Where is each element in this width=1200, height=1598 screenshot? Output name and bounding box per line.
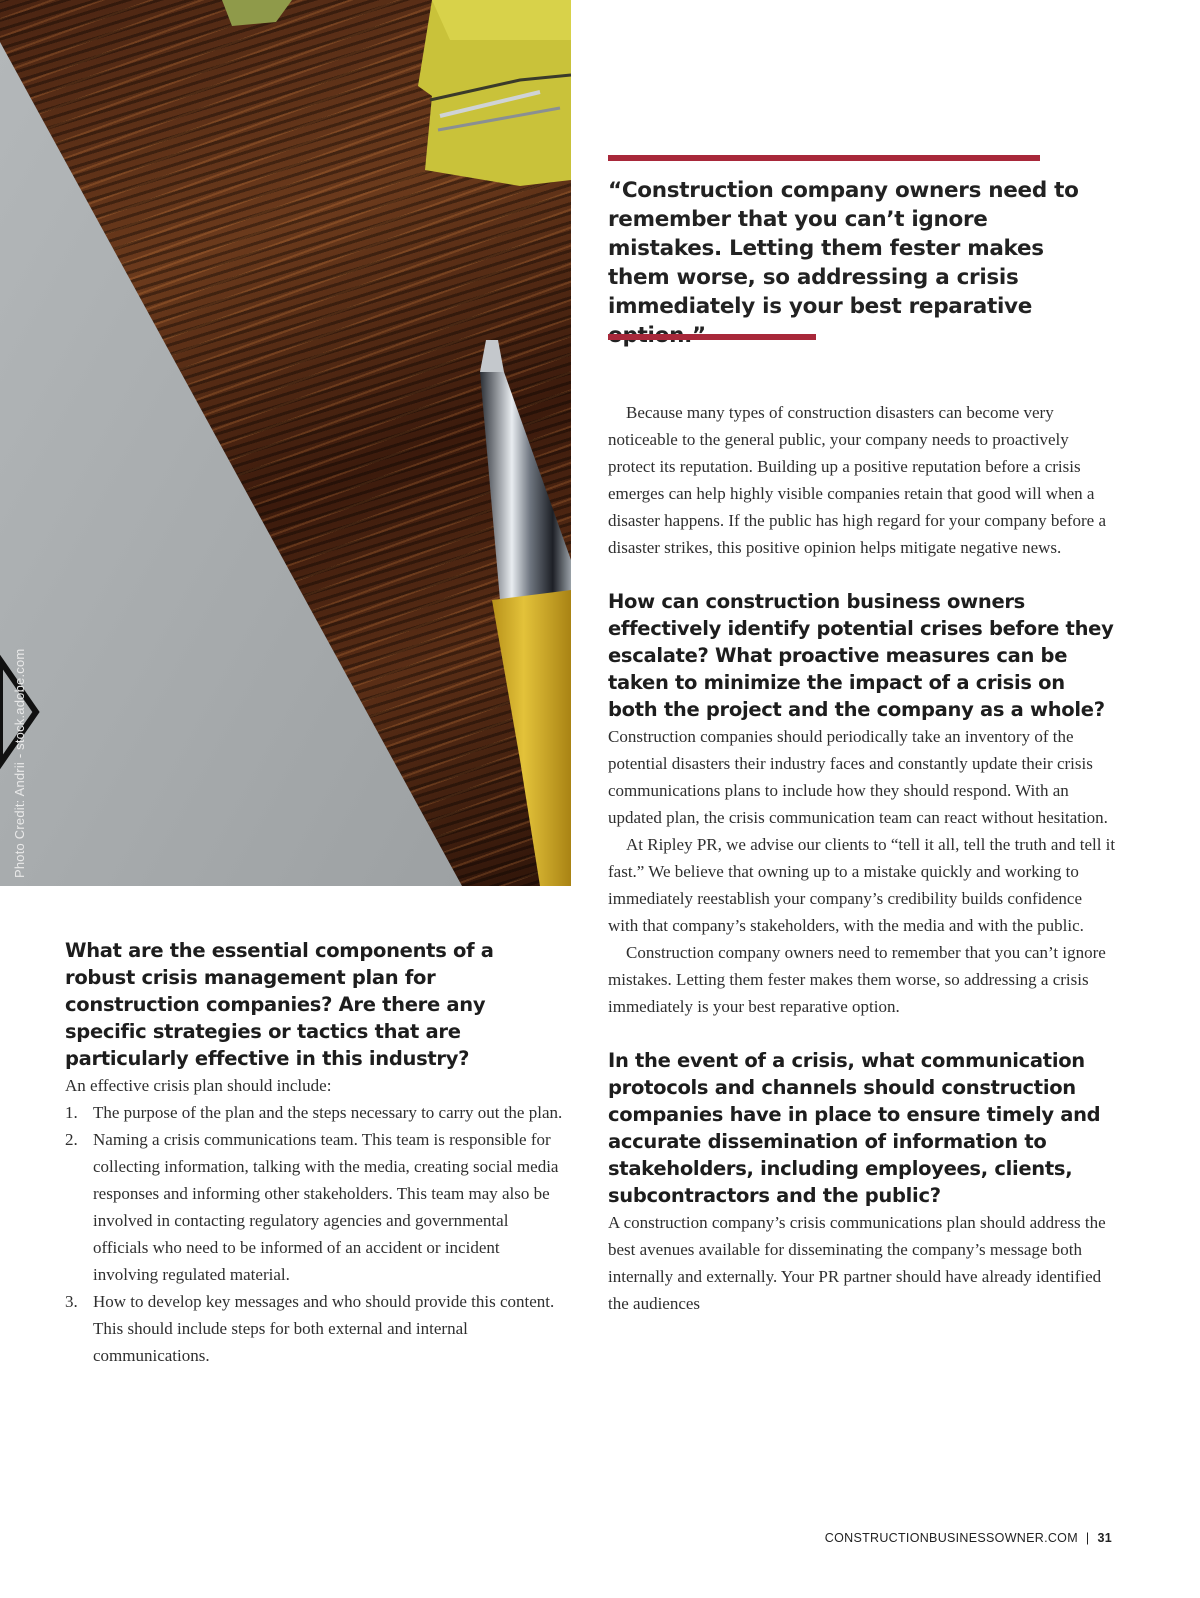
section-heading-plan-components: What are the essential components of a robust crisis management plan for construction companies? Are there any specific strategies or tactics that are particularly effective in this industry? [65,939,494,1070]
pen [480,340,571,886]
list-item: 3. How to develop key messages and who should provide this content. This should include steps for both external and internal communications. [65,1292,555,1365]
sticky-note [222,0,292,26]
pull-quote-top-rule [608,155,1040,161]
list-item: 2. Naming a crisis communications team. This team is responsible for collecting information, talking with the media, creating social media responses and informing other stakeholders. This team may also be involved in contacting regulatory agencies and governmental officials who need to be informed of an accident or incident involving regulated material. [65,1130,559,1284]
paragraph: Construction company owners need to remember that you can’t ignore mistakes. Letting them fester makes them worse, so addressing a crisis immediately is your best reparative option. [608,943,1106,1016]
paragraph: Because many types of construction disasters can become very noticeable to the general public, your company needs to proactively protect its reputation. Building up a positive reputation before a crisis emerges can help highly visible companies retain that good will when a disaster happens. If the public has high regard for your company before a disaster strikes, this positive opinion helps mitigate negative news. [608,403,1107,557]
paragraph: A construction company’s crisis communications plan should address the best avenues available for disseminating the company’s message both internally and externally. Your PR partner should have already identified the audiences [608,1213,1106,1313]
hero-photo [0,0,571,886]
pull-quote-bottom-rule [608,334,816,340]
section-heading-identify-crises: How can construction business owners effectively identify potential crises before they escalate? What proactive measures can be taken to minimize the impact of a crisis on both the project and the company as a whole? [608,590,1114,721]
paragraph: At Ripley PR, we advise our clients to “tell it all, tell the truth and tell it fast.” We believe that owning up to a mistake quickly and working to immediately reestablish your company’s credibility builds confidence with that company’s stakeholders, with the media and with the public. [608,835,1116,935]
right-column [608,399,1116,1317]
photo-credit: Photo Credit: Andrii - stock.adobe.com [12,648,27,878]
paragraph: Construction companies should periodically take an inventory of the potential disasters their industry faces and constantly update their crisis communications plans to include how they should respond. With an updated plan, the crisis communication team can react without hesitation. [608,727,1108,827]
binder-clip [418,0,571,186]
page-number: 31 [1097,1531,1112,1545]
plan-components-list [65,1099,565,1369]
list-intro: An effective crisis plan should include: [65,1076,332,1095]
left-column [65,937,565,1369]
list-item: 1. The purpose of the plan and the steps necessary to carry out the plan. [65,1103,563,1122]
section-heading-communication-protocols: In the event of a crisis, what communication protocols and channels should construction companies have in place to ensure timely and accurate dissemination of information to stakeholders, including employees, clients, subcontractors and the public? [608,1049,1101,1207]
pull-quote: “Construction company owners need to remember that you can’t ignore mistakes. Letting them fester makes them worse, so addressing a crisis immediately is your best reparative [608,178,1079,319]
paper-sheet [0,42,462,886]
footer-site: CONSTRUCTIONBUSINESSOWNER.COM [824,1531,1078,1545]
page-footer [825,1531,1112,1545]
footer-separator: | [1085,1531,1090,1545]
photo-illustration [0,0,571,886]
